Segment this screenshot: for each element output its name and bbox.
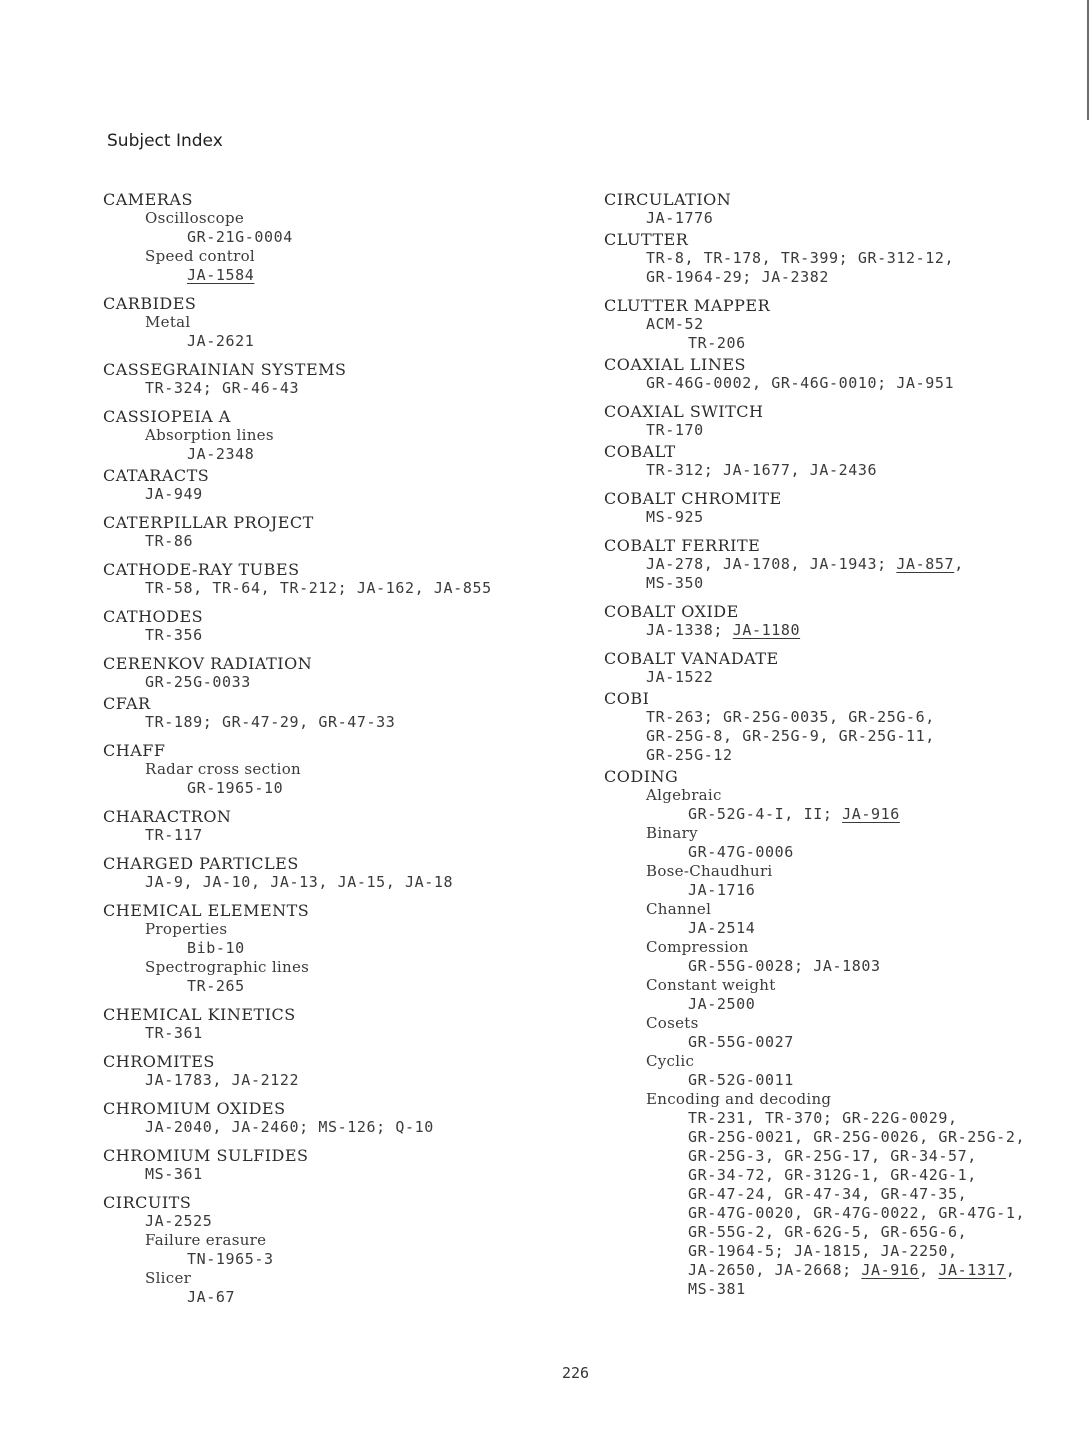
entry-term: COBALT FERRITE <box>604 536 761 555</box>
reference: TR-361 <box>145 1024 203 1042</box>
subentry: Bose-Chaudhuri <box>646 862 773 880</box>
reference: GR-52G-0011 <box>688 1071 794 1089</box>
index-entry <box>604 649 1074 687</box>
scan-edge-line <box>1087 0 1089 120</box>
reference: TR-170 <box>646 421 704 439</box>
index-entry <box>103 901 573 996</box>
reference: TR-356 <box>145 626 203 644</box>
entry-term: CHROMIUM SULFIDES <box>103 1146 309 1165</box>
reference: GR-52G-4-I, II; <box>688 805 843 823</box>
index-entry <box>103 190 573 285</box>
reference: MS-925 <box>646 508 704 526</box>
index-entry <box>103 466 573 504</box>
entry-term: CHEMICAL KINETICS <box>103 1005 296 1024</box>
reference: GR-25G-0033 <box>145 673 251 691</box>
reference: TR-189; GR-47-29, GR-47-33 <box>145 713 396 731</box>
separator: , <box>1005 1261 1016 1279</box>
subentry: Compression <box>646 938 749 956</box>
index-entry <box>103 654 573 692</box>
reference: JA-9, JA-10, JA-13, JA-15, JA-18 <box>145 873 454 891</box>
reference: GR-46G-0002, GR-46G-0010; JA-951 <box>646 374 955 392</box>
index-entry <box>604 489 1074 527</box>
entry-term: CASSIOPEIA A <box>103 407 231 426</box>
subentry: Absorption lines <box>145 426 274 444</box>
index-entry <box>604 689 1074 765</box>
subentry: Speed control <box>145 247 256 265</box>
reference-underlined: JA-1584 <box>187 266 255 284</box>
index-entry <box>103 1193 573 1307</box>
reference-line <box>604 1261 1074 1280</box>
index-entry <box>103 513 573 551</box>
index-entry <box>103 360 573 398</box>
reference: GR-47G-0006 <box>688 843 794 861</box>
reference: JA-2500 <box>688 995 756 1013</box>
reference-line <box>604 555 1074 574</box>
reference: GR-1965-10 <box>187 779 284 797</box>
subentry: Algebraic <box>646 786 722 804</box>
entry-term: CIRCULATION <box>604 190 732 209</box>
index-entry <box>103 607 573 645</box>
reference: MS-361 <box>145 1165 203 1183</box>
reference: GR-47G-0020, GR-47G-0022, GR-47G-1, <box>688 1204 1026 1222</box>
reference: Bib-10 <box>187 939 245 957</box>
subentry: Properties <box>145 920 228 938</box>
index-entry <box>604 442 1074 480</box>
subentry: Oscilloscope <box>145 209 245 227</box>
entry-term: COBALT VANADATE <box>604 649 779 668</box>
reference-underlined: JA-1317 <box>938 1261 1006 1279</box>
index-entry <box>103 1052 573 1090</box>
subentry: Cyclic <box>646 1052 695 1070</box>
reference: JA-1522 <box>646 668 714 686</box>
index-entry <box>103 560 573 598</box>
entry-term: CHROMITES <box>103 1052 215 1071</box>
index-entry <box>103 1146 573 1184</box>
index-entry <box>103 807 573 845</box>
index-entry <box>604 767 1074 1299</box>
reference: TR-312; JA-1677, JA-2436 <box>646 461 878 479</box>
reference: GR-25G-0021, GR-25G-0026, GR-25G-2, <box>688 1128 1026 1146</box>
reference: TN-1965-3 <box>187 1250 274 1268</box>
reference: TR-263; GR-25G-0035, GR-25G-6, <box>646 708 935 726</box>
index-entry <box>604 230 1074 287</box>
entry-term: CHROMIUM OXIDES <box>103 1099 286 1118</box>
subentry: Channel <box>646 900 712 918</box>
index-entry <box>103 694 573 732</box>
reference-line <box>604 805 1074 824</box>
subentry: ACM-52 <box>646 315 704 333</box>
entry-term: COBALT CHROMITE <box>604 489 782 508</box>
reference: GR-25G-8, GR-25G-9, GR-25G-11, <box>646 727 935 745</box>
reference: TR-117 <box>145 826 203 844</box>
page-heading: Subject Index <box>107 131 223 151</box>
index-entry <box>103 294 573 351</box>
reference: TR-86 <box>145 532 194 550</box>
entry-term: CATARACTS <box>103 466 210 485</box>
reference: JA-1338; <box>646 621 733 639</box>
reference: GR-25G-12 <box>646 746 733 764</box>
reference: GR-1964-29; JA-2382 <box>646 268 829 286</box>
entry-term: CHARACTRON <box>103 807 232 826</box>
reference: TR-58, TR-64, TR-212; JA-162, JA-855 <box>145 579 492 597</box>
entry-term: CATHODES <box>103 607 204 626</box>
reference-underlined: JA-916 <box>842 805 900 823</box>
reference: GR-47-24, GR-47-34, GR-47-35, <box>688 1185 968 1203</box>
entry-term: CLUTTER <box>604 230 689 249</box>
entry-term: COAXIAL LINES <box>604 355 746 374</box>
reference: MS-381 <box>688 1280 746 1298</box>
subentry: Spectrographic lines <box>145 958 310 976</box>
subentry: Metal <box>145 313 191 331</box>
reference: JA-1716 <box>688 881 756 899</box>
separator: , <box>954 555 964 573</box>
reference: GR-55G-0027 <box>688 1033 794 1051</box>
entry-term: COBALT <box>604 442 676 461</box>
reference: TR-8, TR-178, TR-399; GR-312-12, <box>646 249 955 267</box>
reference: JA-1776 <box>646 209 714 227</box>
entry-term: COBI <box>604 689 650 708</box>
subentry: Cosets <box>646 1014 699 1032</box>
reference: GR-55G-2, GR-62G-5, GR-65G-6, <box>688 1223 968 1241</box>
subentry: Binary <box>646 824 698 842</box>
reference: TR-231, TR-370; GR-22G-0029, <box>688 1109 958 1127</box>
index-entry <box>604 402 1074 440</box>
reference: JA-1783, JA-2122 <box>145 1071 300 1089</box>
reference: JA-278, JA-1708, JA-1943; <box>646 555 897 573</box>
reference: JA-949 <box>145 485 203 503</box>
reference: JA-2621 <box>187 332 255 350</box>
entry-term: CLUTTER MAPPER <box>604 296 771 315</box>
entry-term: CATERPILLAR PROJECT <box>103 513 314 532</box>
index-column-right <box>604 190 1074 1308</box>
index-entry <box>103 1005 573 1043</box>
index-entry <box>103 1099 573 1137</box>
subentry: Slicer <box>145 1269 192 1287</box>
index-entry <box>604 355 1074 393</box>
entry-term: CATHODE-RAY TUBES <box>103 560 300 579</box>
reference: GR-21G-0004 <box>187 228 293 246</box>
index-entry <box>604 602 1074 640</box>
reference: TR-206 <box>688 334 746 352</box>
entry-term: CIRCUITS <box>103 1193 192 1212</box>
reference: JA-2348 <box>187 445 255 463</box>
reference: TR-265 <box>187 977 245 995</box>
reference: JA-2650, JA-2668; <box>688 1261 862 1279</box>
page-number: 226 <box>562 1364 590 1382</box>
reference: JA-2514 <box>688 919 756 937</box>
subentry: Constant weight <box>646 976 776 994</box>
entry-term: CERENKOV RADIATION <box>103 654 313 673</box>
reference: JA-2040, JA-2460; MS-126; Q-10 <box>145 1118 434 1136</box>
entry-term: CHEMICAL ELEMENTS <box>103 901 310 920</box>
reference-underlined: JA-857 <box>896 555 955 573</box>
entry-term: CASSEGRAINIAN SYSTEMS <box>103 360 347 379</box>
reference: TR-324; GR-46-43 <box>145 379 300 397</box>
reference-line <box>604 621 1074 640</box>
index-entry <box>103 407 573 464</box>
entry-term: COBALT OXIDE <box>604 602 739 621</box>
entry-term: CFAR <box>103 694 151 713</box>
reference: GR-1964-5; JA-1815, JA-2250, <box>688 1242 958 1260</box>
reference: MS-350 <box>646 574 704 592</box>
reference-underlined: JA-916 <box>861 1261 920 1279</box>
entry-term: CODING <box>604 767 679 786</box>
index-column-left <box>103 190 573 1316</box>
subentry: Failure erasure <box>145 1231 267 1249</box>
subentry: Encoding and decoding <box>646 1090 832 1108</box>
index-entry <box>103 854 573 892</box>
index-entry <box>103 741 573 798</box>
index-entry <box>604 536 1074 593</box>
subentry: Radar cross section <box>145 760 302 778</box>
reference: JA-2525 <box>145 1212 213 1230</box>
reference: GR-25G-3, GR-25G-17, GR-34-57, <box>688 1147 977 1165</box>
separator: , <box>919 1261 939 1279</box>
entry-term: CHAFF <box>103 741 166 760</box>
entry-term: COAXIAL SWITCH <box>604 402 764 421</box>
reference: JA-67 <box>187 1288 236 1306</box>
index-entry <box>604 296 1074 353</box>
entry-term: CARBIDES <box>103 294 197 313</box>
reference-underlined: JA-1180 <box>732 621 801 639</box>
reference: GR-55G-0028; JA-1803 <box>688 957 881 975</box>
index-entry <box>604 190 1074 228</box>
entry-term: CAMERAS <box>103 190 193 209</box>
reference: GR-34-72, GR-312G-1, GR-42G-1, <box>688 1166 977 1184</box>
entry-term: CHARGED PARTICLES <box>103 854 299 873</box>
